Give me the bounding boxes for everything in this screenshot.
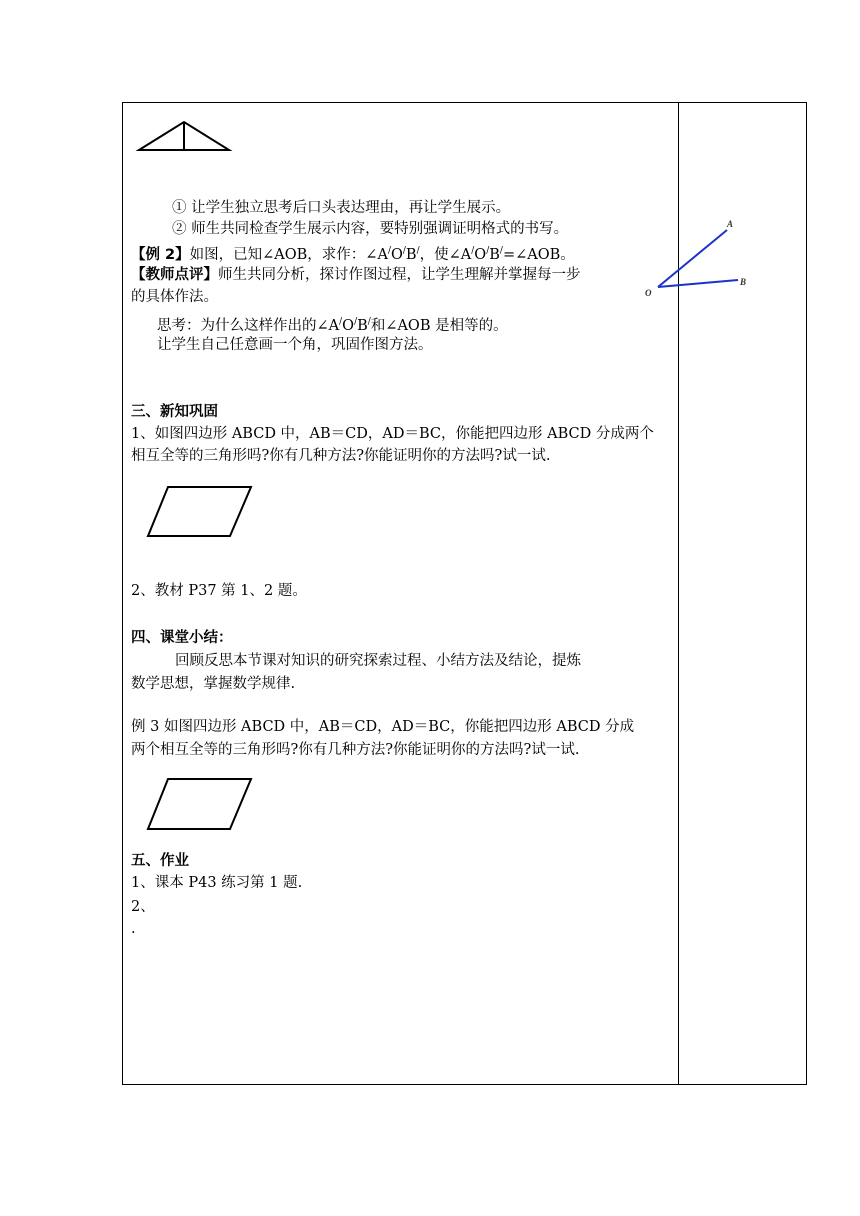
- section-4-summary-continued: 数学思想，掌握数学规律.: [131, 676, 296, 692]
- example-3: 例 3 如图四边形 ABCD 中，AB＝CD，AD＝BC，你能把四边形 ABCD 分成: [131, 719, 635, 735]
- section-5-title: 五、作业: [131, 853, 189, 869]
- homework-1: 1、课本 P43 练习第 1 题.: [131, 875, 303, 891]
- triangle-figure: [138, 120, 230, 152]
- parallelogram-figure-1: [147, 486, 253, 538]
- step-1: ① 让学生独立思考后口头表达理由，再让学生展示。: [172, 200, 511, 216]
- section-3-question-2: 2、教材 P37 第 1、2 题。: [131, 583, 307, 599]
- example-2: 【例 2】如图，已知∠AOB，求作：∠A/O/B/，使∠A/O/B/=∠AOB。: [131, 246, 575, 263]
- practice-instruction: 让学生自己任意画一个角，巩固作图方法。: [157, 337, 433, 353]
- teacher-review: 【教师点评】师生共同分析，探讨作图过程，让学生理解并掌握每一步: [131, 267, 581, 283]
- angle-label-o: O: [645, 288, 652, 298]
- think-question: 思考：为什么这样作出的∠A/O/B/和∠AOB 是相等的。: [157, 317, 508, 334]
- homework-2: 2、: [131, 899, 155, 915]
- section-3-question-1-continued: 相互全等的三角形吗?你有几种方法?你能证明你的方法吗?试一试.: [131, 448, 551, 464]
- teacher-review-continued: 的具体作法。: [131, 289, 218, 305]
- section-3-question-1: 1、如图四边形 ABCD 中，AB＝CD，AD＝BC，你能把四边形 ABCD 分成两个: [131, 426, 654, 442]
- example-2-label: 【例 2】: [131, 247, 190, 263]
- angle-label-a: A: [727, 219, 734, 229]
- angle-label-b: B: [740, 277, 747, 287]
- section-3-title: 三、新知巩固: [131, 404, 218, 420]
- teacher-review-label: 【教师点评】: [131, 267, 218, 283]
- homework-3: .: [131, 921, 136, 937]
- example-3-continued: 两个相互全等的三角形吗?你有几种方法?你能证明你的方法吗?试一试.: [131, 742, 580, 758]
- section-4-title: 四、课堂小结：: [131, 630, 233, 646]
- angle-aob-figure: [644, 218, 764, 298]
- step-2: ② 师生共同检查学生展示内容，要特别强调证明格式的书写。: [172, 221, 569, 237]
- section-4-summary: 回顾反思本节课对知识的研究探索过程、小结方法及结论，提炼: [175, 653, 581, 669]
- parallelogram-figure-2: [147, 778, 253, 831]
